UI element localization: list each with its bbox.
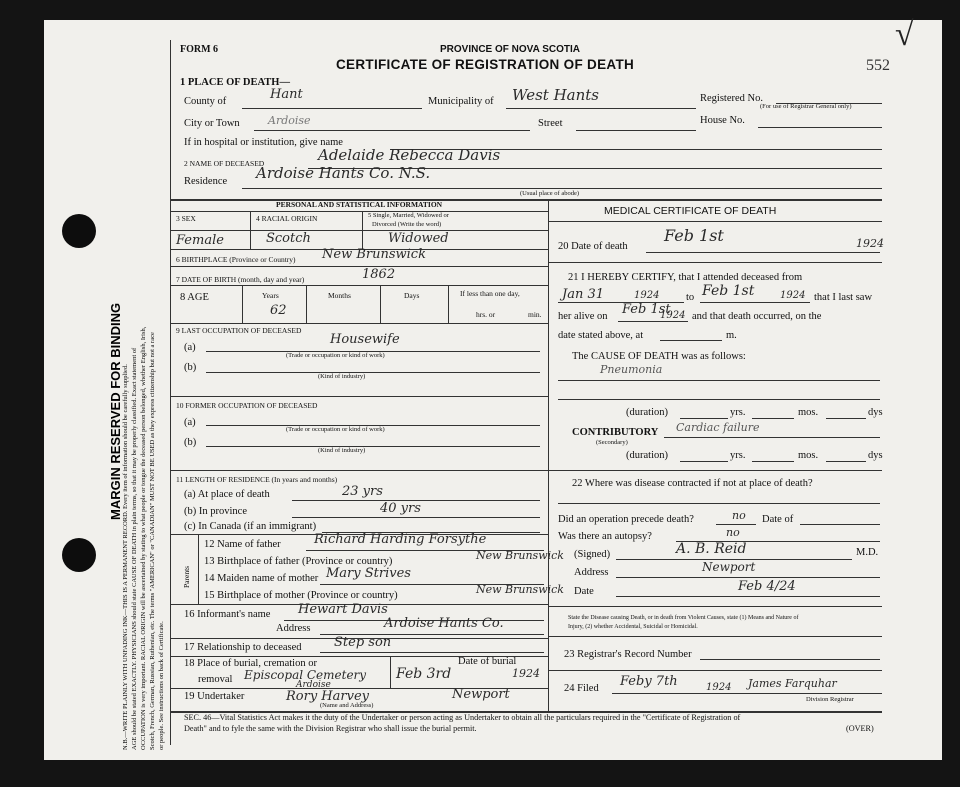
margin-label: MARGIN RESERVED FOR BINDING — [108, 302, 123, 520]
deceased-name-label: 2 NAME OF DECEASED — [184, 159, 265, 168]
margin-note-line-2: AGE should be stated EXACTLY. PHYSICIANS should state CAUSE OF DEATH in plain terms, so that it may be properly classified. Exact statement of — [131, 347, 138, 750]
dob-value: 1862 — [362, 267, 396, 282]
municipality-value: West Hants — [512, 86, 599, 104]
former-b-label: (b) — [184, 437, 197, 448]
death-year-value: 1924 — [856, 237, 884, 250]
duration-mos-label-2: mos. — [798, 450, 819, 461]
marital-label-1: 5 Single, Married, Widowed or — [368, 212, 449, 219]
contributory-value: Cardiac failure — [676, 421, 760, 434]
undertaker-above-value: Ardoise — [296, 680, 331, 690]
autopsy-value: no — [726, 526, 740, 539]
contributory-label: CONTRIBUTORY — [572, 427, 659, 438]
last-occupation-value: Housewife — [330, 332, 400, 347]
footer-line-1: SEC. 46—Vital Statistics Act makes it the duty of the Undertaker or person acting as Undertaker to obtain all the particulars required in the "Certificate of Registration of — [184, 713, 741, 722]
operation-value: no — [732, 509, 746, 522]
attended-from-value: Jan 31 — [562, 287, 605, 302]
industry-note: (Kind of industry) — [318, 373, 366, 380]
at-place-value: 23 yrs — [342, 484, 383, 499]
filed-year-value: 1924 — [706, 682, 732, 693]
attended-from-year: 1924 — [634, 290, 660, 301]
hrs-label: hrs. or — [476, 310, 496, 319]
certify-label: 21 I HEREBY CERTIFY, that I attended deceased from — [568, 272, 803, 283]
footer-line-2: Death" and to fyle the same with the Division Registrar who shall issue the burial permit. — [184, 724, 477, 733]
duration-yrs-label: yrs. — [730, 407, 746, 418]
death-date-value: Feb 1st — [664, 226, 724, 245]
to-label: to — [686, 292, 695, 303]
dob-label: 7 DATE OF BIRTH (month, day and year) — [176, 275, 305, 284]
duration-dys-label-2: dys — [868, 450, 883, 461]
undertaker-address-value: Newport — [452, 687, 510, 702]
racial-label: 4 RACIAL ORIGIN — [256, 214, 318, 223]
months-label: Months — [328, 291, 351, 300]
medical-heading: MEDICAL CERTIFICATE OF DEATH — [604, 205, 777, 217]
cause-label: The CAUSE OF DEATH was as follows: — [572, 351, 746, 362]
municipality-label: Municipality of — [428, 96, 494, 107]
meridian-label: m. — [726, 330, 737, 341]
burial-place-label-1: 18 Place of burial, cremation or — [184, 658, 317, 669]
duration-yrs-label-2: yrs. — [730, 450, 746, 461]
relationship-value: Step son — [334, 635, 392, 650]
industry-note-2: (Kind of industry) — [318, 447, 366, 454]
duration-dys-label: dys — [868, 407, 883, 418]
division-registrar-label: Division Registrar — [806, 696, 854, 703]
father-birthplace-label: 13 Birthplace of father (Province or country) — [204, 556, 393, 567]
physician-address-value: Newport — [702, 560, 756, 574]
father-label: 12 Name of father — [204, 539, 281, 550]
duration-label-2: (duration) — [626, 450, 668, 461]
undertaker-label: 19 Undertaker — [184, 691, 245, 702]
alive-on-year: 1924 — [660, 310, 686, 321]
in-canada-label: (c) In Canada (if an immigrant) — [184, 521, 317, 532]
margin-note-line-5: or people. See instructions on back of Certificate. — [158, 621, 165, 750]
column-divider — [548, 199, 549, 711]
signed-label: (Signed) — [574, 549, 611, 560]
residence-value: Ardoise Hants Co. N.S. — [256, 164, 431, 182]
check-mark: √ — [895, 16, 914, 53]
mother-birthplace-value: New Brunswick — [476, 583, 564, 596]
certificate-title: CERTIFICATE OF REGISTRATION OF DEATH — [336, 57, 635, 72]
age-years-value: 62 — [270, 303, 287, 318]
relationship-label: 17 Relationship to deceased — [184, 642, 302, 653]
birthplace-value: New Brunswick — [322, 247, 426, 262]
registrar-record-label: 23 Registrar's Record Number — [564, 649, 692, 660]
sex-value: Female — [176, 233, 224, 248]
less-than-day-label: If less than one day, — [460, 289, 520, 298]
filed-label: 24 Filed — [564, 683, 599, 694]
page-number: 552 — [866, 57, 890, 74]
father-birthplace-value: New Brunswick — [476, 549, 564, 562]
signed-value: A. B. Reid — [676, 541, 747, 557]
last-occupation-b-label: (b) — [184, 362, 197, 373]
burial-year-value: 1924 — [512, 667, 540, 680]
form-left-border — [170, 40, 171, 745]
informant-address-value: Ardoise Hants Co. — [384, 616, 504, 631]
burial-date-label: Date of burial — [458, 656, 517, 667]
margin-note-line-1: N.B.—WRITE PLAINLY WITH UNFADING INK—THIS IS A PERMANENT RECORD. Every item of information should be carefully supplied. — [122, 364, 129, 750]
county-label: County of — [184, 96, 227, 107]
secondary-label: (Secondary) — [596, 439, 628, 446]
last-saw-label: that I last saw — [814, 292, 873, 303]
county-value: Hant — [270, 87, 303, 102]
attended-to-value: Feb 1st — [702, 283, 755, 299]
city-value: Ardoise — [268, 114, 311, 127]
death-date-label: 20 Date of death — [558, 241, 628, 252]
in-province-label: (b) In province — [184, 506, 247, 517]
burial-place-value: Episcopal Cemetery — [244, 668, 367, 682]
violent-note-1: State the Disease causing Death, or in death from Violent Causes, state (1) Means and Nature of — [568, 615, 799, 621]
margin-note-line-4: Scotch, French, German, Russian, Ruthenian, etc. The terms "AMERICAN" or "CANADIAN" MUST NOT BE USED as they express citizenship but not a race — [149, 332, 156, 750]
street-label: Street — [538, 118, 563, 129]
attended-to-year: 1924 — [780, 290, 806, 301]
binding-hole-bottom — [62, 538, 96, 572]
undertaker-value: Rory Harvey — [286, 689, 369, 704]
violent-note-2: Injury, (2) whether Accidental, Suicidal or Homicidal. — [568, 624, 698, 630]
mother-label: 14 Maiden name of mother — [204, 573, 319, 584]
years-label: Years — [262, 291, 279, 300]
margin-note-line-3: OCCUPATION is very important. RACIAL ORIGIN will be ascertained by stating to what people or tongue the deceased person belonged, whether English, Irish, — [140, 326, 147, 750]
duration-label: (duration) — [626, 407, 668, 418]
physician-address-label: Address — [574, 567, 609, 578]
house-no-label: House No. — [700, 115, 745, 126]
burial-place-label-2: removal — [198, 674, 233, 685]
physician-date-value: Feb 4/24 — [738, 579, 796, 594]
informant-name-value: Hewart Davis — [298, 602, 388, 617]
death-occurred-label: and that death occurred, on the — [692, 311, 822, 322]
place-of-death-heading: 1 PLACE OF DEATH— — [180, 77, 290, 88]
at-place-label: (a) At place of death — [184, 489, 270, 500]
registered-no-note: (For use of Registrar General only) — [760, 103, 852, 110]
residence-length-label: 11 LENGTH OF RESIDENCE (In years and months) — [176, 475, 338, 484]
parents-side-label: Parents — [182, 565, 191, 588]
last-occupation-a-label: (a) — [184, 342, 196, 353]
autopsy-label: Was there an autopsy? — [558, 531, 652, 542]
trade-note: (Trade or occupation or kind of work) — [286, 352, 385, 359]
burial-date-value: Feb 3rd — [396, 666, 452, 682]
residence-note: (Usual place of abode) — [520, 190, 580, 197]
former-a-label: (a) — [184, 417, 196, 428]
deceased-name-value: Adelaide Rebecca Davis — [318, 146, 501, 164]
former-occupation-label: 10 FORMER OCCUPATION OF DECEASED — [176, 401, 318, 410]
registrar-signature: James Farquhar — [748, 677, 837, 690]
md-label: M.D. — [856, 547, 879, 558]
contracted-label: 22 Where was disease contracted if not at place of death? — [572, 478, 813, 489]
sex-label: 3 SEX — [176, 214, 196, 223]
informant-name-label: 16 Informant's name — [184, 609, 271, 620]
duration-mos-label: mos. — [798, 407, 819, 418]
footer-over: (OVER) — [846, 724, 874, 733]
filed-value: Feby 7th — [620, 674, 678, 689]
her-alive-label: her alive on — [558, 311, 608, 322]
hospital-label: If in hospital or institution, give name — [184, 137, 343, 148]
alive-on-value: Feb 1st — [622, 302, 671, 317]
last-occupation-label: 9 LAST OCCUPATION OF DECEASED — [176, 326, 302, 335]
racial-value: Scotch — [266, 231, 311, 246]
age-label: 8 AGE — [180, 292, 209, 303]
mother-birthplace-label: 15 Birthplace of mother (Province or country) — [204, 590, 398, 601]
residence-label: Residence — [184, 176, 228, 187]
trade-note-2: (Trade or occupation or kind of work) — [286, 426, 385, 433]
certificate-page — [44, 16, 942, 760]
informant-address-label: Address — [276, 623, 311, 634]
undertaker-note: (Name and Address) — [320, 702, 374, 709]
operation-date-label: Date of — [762, 514, 794, 525]
birthplace-label: 6 BIRTHPLACE (Province or Country) — [176, 255, 296, 264]
operation-label: Did an operation precede death? — [558, 514, 694, 525]
registered-no-label: Registered No. — [700, 93, 763, 104]
in-province-value: 40 yrs — [380, 501, 421, 516]
min-label: min. — [528, 310, 542, 319]
city-label: City or Town — [184, 118, 240, 129]
form-number: FORM 6 — [180, 44, 219, 55]
father-value: Richard Harding Forsythe — [314, 532, 487, 547]
physician-date-label: Date — [574, 586, 594, 597]
marital-label-2: Divorced (Write the word) — [372, 221, 442, 228]
cause-value: Pneumonia — [600, 363, 663, 376]
binding-hole-top — [62, 214, 96, 248]
mother-value: Mary Strives — [326, 566, 411, 581]
days-label: Days — [404, 291, 420, 300]
date-above-label: date stated above, at — [558, 330, 644, 341]
personal-heading: PERSONAL AND STATISTICAL INFORMATION — [276, 200, 443, 209]
province-heading: PROVINCE OF NOVA SCOTIA — [440, 44, 581, 55]
marital-value: Widowed — [388, 231, 449, 246]
